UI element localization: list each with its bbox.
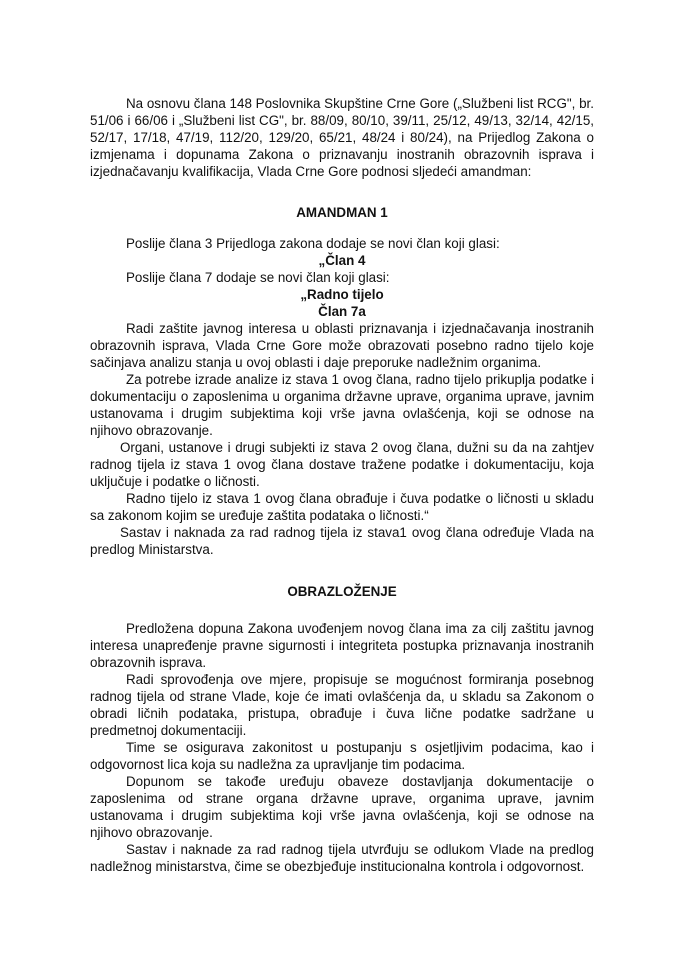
explanation-paragraph: Time se osigurava zakonitost u postupanju s osjetljivim podacima, kao i odgovornost lica koja su nadležna za upravljanje tim podacima. <box>90 740 594 772</box>
intro-paragraph: Na osnovu člana 148 Poslovnika Skupštine Crne Gore („Službeni list RCG", br. 51/06 i 66/06 i „Službeni list CG", br. 88/09, 80/10, 39/11, 25/12, 49/13, 32/14, 42/15, 52/17, 17/18, 47/19, 112/20, 129/20, 65/21, 48/24 i 80/24), na Prijedlog Zakona o izmjenama i dopunama Zakona o priznavanju inostranih obrazovnih isprava i izjednačavanju kvalifikacija, Vlada Crne Gore podnosi sljedeći amandman: <box>90 96 594 179</box>
article-paragraph: Organi, ustanove i drugi subjekti iz stava 2 ovog člana, dužni su da na zahtjev radnog tijela iz stava 1 ovog člana dostave tražene podatke i dokumentaciju, koja uključuje i podatke o ličnosti. <box>90 440 594 489</box>
article-4-title: „Član 4 <box>318 253 366 268</box>
article-paragraph: Sastav i naknada za rad radnog tijela iz stava1 ovog člana određuje Vlada na predlog Ministarstva. <box>90 525 594 557</box>
explanation-heading: OBRAZLOŽENJE <box>287 584 397 599</box>
article-heading: „Radno tijelo <box>300 287 384 302</box>
article-paragraph: Za potrebe izrade analize iz stava 1 ovog člana, radno tijelo prikuplja podatke i dokumentaciju o zaposlenima u organima državne uprave, organima uprave, javnim ustanovama i drugim subjektima koji vrše javna ovlašćenja, koji se odnose na njihovo obrazovanje. <box>90 372 594 438</box>
amendment-paragraph: Poslije člana 3 Prijedloga zakona dodaje se novi član koji glasi: <box>126 236 500 251</box>
document-page <box>90 95 594 875</box>
article-paragraph: Radi zaštite javnog interesa u oblasti priznavanja i izjednačavanja inostranih obrazovnih isprava, Vlada Crne Gore može obrazovati posebno radno tijelo koje sačinjava analizu stanja u ovoj oblasti i daje preporuke nadležnim organima. <box>90 321 594 370</box>
amendment-heading: AMANDMAN 1 <box>296 205 388 220</box>
article-7a-title: Član 7a <box>318 304 366 319</box>
explanation-paragraph: Predložena dopuna Zakona uvođenjem novog člana ima za cilj zaštitu javnog interesa unapređenje pravne sigurnosti i integriteta postupka priznavanja inostranih obrazovnih isprava. <box>90 621 594 670</box>
explanation-paragraph: Radi sprovođenja ove mjere, propisuje se mogućnost formiranja posebnog radnog tijela od strane Vlade, koje će imati ovlašćenja da, u skladu sa Zakonom o obradi ličnih podataka, pristupa, obrađuje i čuva lične podatke sadržane u predmetnoj dokumentaciji. <box>90 672 594 738</box>
article-paragraph: Radno tijelo iz stava 1 ovog člana obrađuje i čuva podatke o ličnosti u skladu sa zakonom kojim se uređuje zaštita podataka o ličnosti.“ <box>90 491 594 523</box>
explanation-paragraph: Dopunom se takođe uređuju obaveze dostavljanja dokumentacije o zaposlenima od strane organa državne uprave, organima uprave, javnim ustanovama i drugim subjektima koji vrše javna ovlašćenja, koji se odnose na njihovo obrazovanje. <box>90 774 594 840</box>
amendment-paragraph: Poslije člana 7 dodaje se novi član koji glasi: <box>126 270 390 285</box>
explanation-paragraph: Sastav i naknade za rad radnog tijela utvrđuju se odlukom Vlade na predlog nadležnog ministarstva, čime se obezbjeđuje institucionalna kontrola i odgovornost. <box>90 842 594 874</box>
